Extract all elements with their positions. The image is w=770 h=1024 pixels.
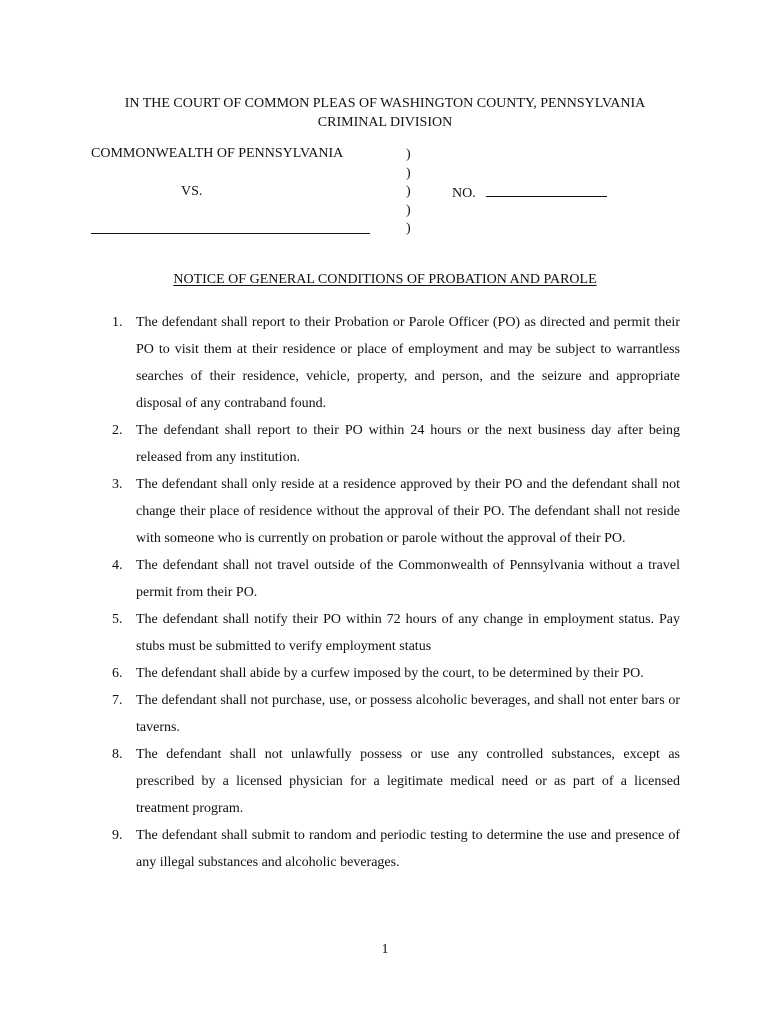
condition-item xyxy=(0,687,680,741)
court-header xyxy=(0,94,770,132)
caption-parentheses xyxy=(406,146,411,239)
conditions-list xyxy=(0,309,770,876)
condition-item xyxy=(0,309,680,417)
condition-text: The defendant shall not purchase, use, or possess alcoholic beverages, and shall not enter bars or taverns. xyxy=(136,693,680,735)
case-number-label: NO. xyxy=(452,186,476,201)
condition-item xyxy=(0,741,680,822)
court-name-line: IN THE COURT OF COMMON PLEAS OF WASHINGTON COUNTY, PENNSYLVANIA xyxy=(124,96,646,111)
case-number-field xyxy=(452,184,607,202)
condition-item xyxy=(0,822,680,876)
plaintiff-name: COMMONWEALTH OF PENNSYLVANIA xyxy=(91,146,344,161)
condition-number: 6. xyxy=(112,666,123,681)
condition-item xyxy=(0,417,680,471)
condition-item xyxy=(0,552,680,606)
condition-text: The defendant shall not unlawfully possess or use any controlled substances, except as prescribed by a licensed physician for a legitimate medical need or as part of a licensed treatment program. xyxy=(136,747,680,816)
condition-number: 3. xyxy=(112,477,123,492)
condition-text: The defendant shall only reside at a residence approved by their PO and the defendant shall not change their place of residence without the approval of their PO. The defendant shall not reside with someone who is currently on probation or parole without the approval of their PO. xyxy=(136,477,680,546)
defendant-name-blank-line xyxy=(91,233,370,234)
condition-text: The defendant shall notify their PO within 72 hours of any change in employment status. Pay stubs must be submitted to verify employment status xyxy=(136,612,680,654)
condition-item xyxy=(0,471,680,552)
condition-text: The defendant shall report to their Probation or Parole Officer (PO) as directed and permit their PO to visit them at their residence or place of employment and may be subject to warrantless searches of their residence, vehicle, property, and person, and the seizure and appropriate disposal of any contraband found. xyxy=(136,315,680,411)
condition-text: The defendant shall report to their PO within 24 hours or the next business day after being released from any institution. xyxy=(136,423,680,465)
condition-text: The defendant shall not travel outside of the Commonwealth of Pennsylvania without a travel permit from their PO. xyxy=(136,558,680,600)
caption-paren: ) xyxy=(406,202,411,218)
condition-text: The defendant shall abide by a curfew imposed by the court, to be determined by their PO. xyxy=(136,666,644,681)
condition-item xyxy=(0,660,680,687)
condition-text: The defendant shall submit to random and periodic testing to determine the use and presence of any illegal substances and alcoholic beverages. xyxy=(136,828,680,870)
condition-number: 2. xyxy=(112,423,123,438)
division-line: CRIMINAL DIVISION xyxy=(317,115,453,130)
condition-number: 4. xyxy=(112,558,123,573)
caption-paren: ) xyxy=(406,221,411,236)
notice-title-text: NOTICE OF GENERAL CONDITIONS OF PROBATION AND PAROLE xyxy=(173,272,597,287)
condition-item xyxy=(0,606,680,660)
versus-label: VS. xyxy=(181,184,203,199)
page-number: 1 xyxy=(381,942,389,957)
caption-paren: ) xyxy=(406,147,411,162)
condition-number: 9. xyxy=(112,828,123,843)
caption-paren: ) xyxy=(406,184,411,199)
condition-number: 1. xyxy=(112,315,123,330)
case-number-blank-line xyxy=(486,184,607,197)
condition-number: 5. xyxy=(112,612,123,627)
notice-title xyxy=(0,272,770,288)
condition-number: 8. xyxy=(112,747,123,762)
caption-paren: ) xyxy=(406,165,411,181)
condition-number: 7. xyxy=(112,693,123,708)
